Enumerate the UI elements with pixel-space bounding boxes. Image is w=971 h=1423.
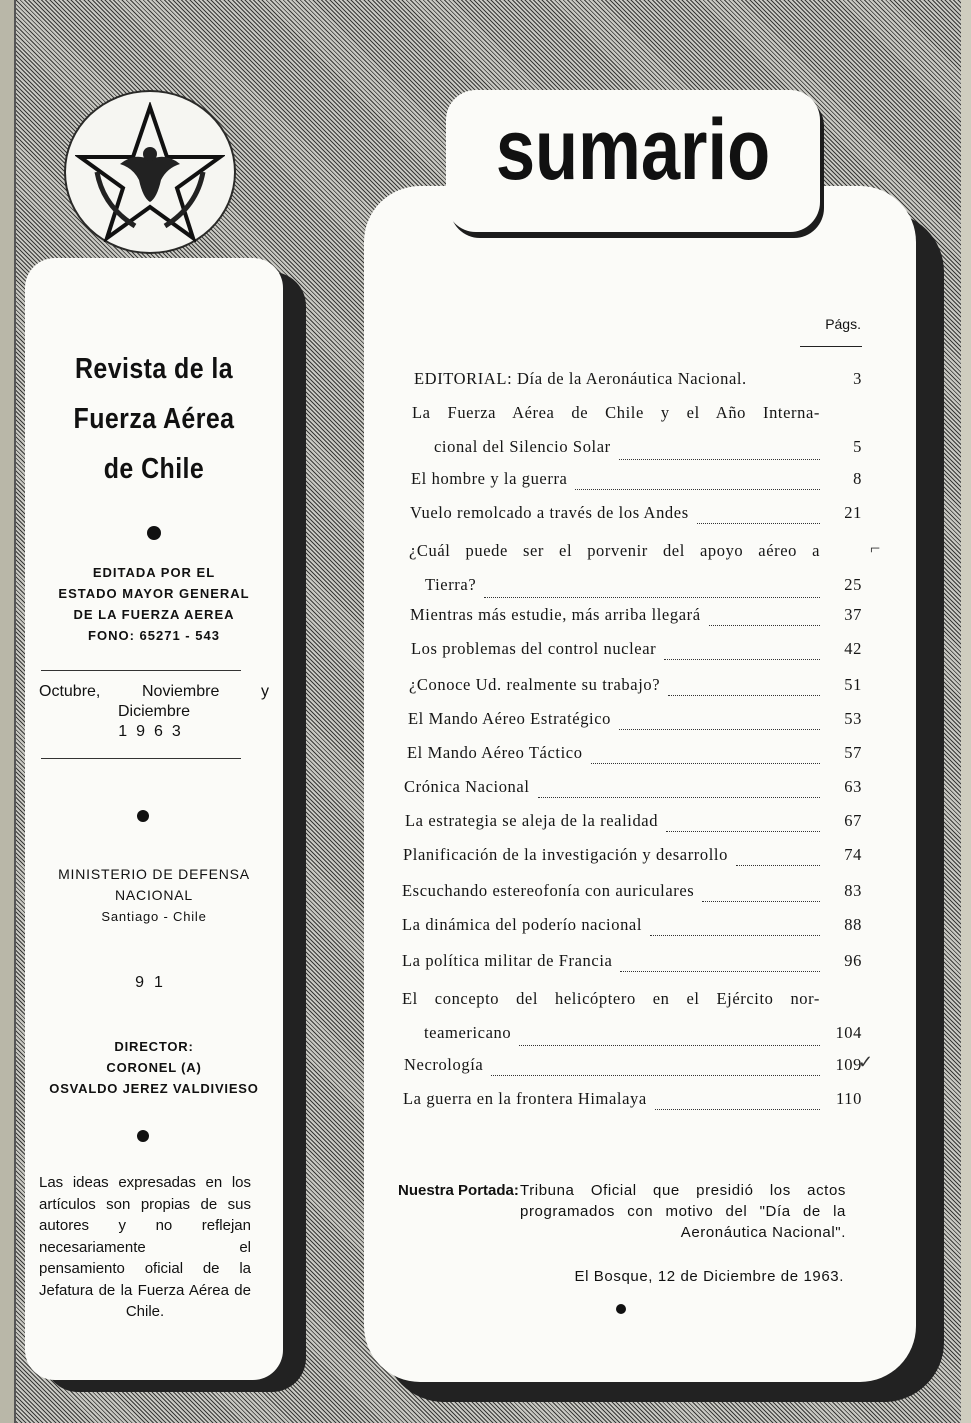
toc-entry — [403, 840, 862, 870]
toc-entry-page: 96 — [844, 951, 862, 970]
conjunction: y — [261, 683, 269, 700]
publisher-line: DE LA FUERZA AEREA — [73, 607, 235, 622]
leader-dots — [668, 695, 820, 696]
leader-dots — [666, 831, 820, 832]
toc-entry-title: EDITORIAL: Día de la Aeronáutica Nacional. — [414, 369, 747, 388]
leader-dots — [484, 597, 820, 598]
bullet-dot — [616, 1304, 626, 1314]
publisher-line: ESTADO MAYOR GENERAL — [58, 586, 250, 601]
month-december: Diciembre — [117, 703, 190, 720]
magazine-title — [43, 344, 265, 494]
toc-entry-page: 51 — [844, 675, 862, 694]
toc-entry-title: Crónica Nacional — [404, 777, 530, 796]
toc-entry-page: 21 — [844, 503, 862, 522]
toc-entry — [404, 772, 862, 802]
toc-entry-title: El Mando Aéreo Estratégico — [408, 709, 611, 728]
sumario-heading-box — [446, 90, 820, 232]
director-label: DIRECTOR: — [114, 1039, 194, 1054]
leader-dots — [736, 865, 820, 866]
issue-date — [25, 682, 283, 742]
title-line: de Chile — [103, 453, 205, 485]
pen-mark: ⌐ — [870, 538, 881, 558]
publisher-line: EDITADA POR EL — [92, 565, 216, 580]
director-rank: CORONEL (A) — [106, 1060, 202, 1075]
toc-entry-title: El Mando Aéreo Táctico — [407, 743, 583, 762]
leader-dots — [650, 935, 820, 936]
toc-entry-page: 25 — [844, 575, 862, 594]
toc-entry-page: 88 — [844, 915, 862, 934]
toc-entry-title: El hombre y la guerra — [411, 469, 568, 488]
masthead-panel — [25, 258, 283, 1380]
toc-entry-title: La estrategia se aleja de la realidad — [405, 811, 659, 830]
page-edge — [961, 0, 971, 1423]
toc-entry-title: La política militar de Francia — [402, 951, 613, 970]
leader-dots — [491, 1075, 820, 1076]
air-force-emblem-icon — [66, 92, 234, 252]
bullet-dot — [137, 810, 149, 822]
toc-entry — [412, 396, 862, 464]
toc-entry-title: ¿Conoce Ud. realmente su trabajo? — [409, 675, 661, 694]
toc-entry — [414, 364, 862, 394]
divider — [41, 758, 241, 759]
toc-entry — [409, 534, 862, 602]
toc-entry — [410, 498, 862, 528]
leader-dots — [591, 763, 820, 764]
toc-entry — [405, 806, 862, 836]
cover-note-place-date: El Bosque, 12 de Diciembre de 1963. — [574, 1268, 844, 1285]
issue-year: 1963 — [118, 723, 190, 740]
toc-entry-page: 57 — [844, 743, 862, 762]
leader-dots — [619, 729, 820, 730]
city-line: Santiago - Chile — [101, 909, 207, 924]
toc-entry — [402, 876, 862, 906]
bullet-dot — [147, 526, 161, 540]
toc-entry-page: 83 — [844, 881, 862, 900]
toc-entry-title: Escuchando estereofonía con auriculares — [402, 881, 695, 900]
leader-dots — [519, 1045, 820, 1046]
toc-entry — [410, 600, 862, 630]
toc-entry-page: 104 — [835, 1023, 862, 1042]
toc-entry-title: Mientras más estudie, más arriba llegará — [410, 605, 701, 624]
toc-entry-continuation: cional del Silencio Solar — [434, 437, 611, 456]
toc-entry-page: 74 — [844, 845, 862, 864]
ministry-info — [25, 864, 283, 927]
leader-dots — [620, 971, 820, 972]
toc-entry-page: 109 — [835, 1055, 862, 1074]
toc-entry-page: 5 — [853, 437, 862, 456]
toc-entry — [411, 634, 862, 664]
toc-entry-title: Necrología — [404, 1055, 484, 1074]
toc-entry — [411, 464, 862, 494]
issue-number: 91 — [135, 974, 173, 991]
toc-entry-title: La dinámica del poderío nacional — [402, 915, 643, 934]
cover-note-label: Nuestra Portada: — [398, 1182, 519, 1199]
leader-dots — [664, 659, 820, 660]
divider — [41, 670, 241, 671]
binding-edge — [0, 0, 16, 1423]
toc-entry-title: El concepto del helicóptero en el Ejército nor- — [402, 989, 820, 1008]
title-line: Revista de la — [74, 353, 234, 385]
toc-entry-page: 3 — [853, 369, 862, 388]
leader-dots — [655, 1109, 820, 1110]
month-october: Octubre, — [39, 683, 101, 700]
leader-dots — [697, 523, 820, 524]
director-info — [25, 1036, 283, 1099]
toc-entry-title: ¿Cuál puede ser el porvenir del apoyo aéreo a — [409, 541, 820, 560]
cover-note-text: Tribuna Oficial que presidió los actos programados con motivo del "Día de la Aeronáutica Nacional". — [520, 1182, 846, 1241]
toc-entry — [402, 946, 862, 976]
toc-entry-continuation: Tierra? — [425, 575, 477, 594]
sumario-heading: sumario — [495, 102, 771, 198]
toc-entry-page: 110 — [836, 1089, 862, 1108]
pages-label: Págs. — [825, 316, 861, 332]
toc-entry-page: 42 — [844, 639, 862, 658]
publisher-info — [25, 562, 283, 646]
toc-entry — [408, 704, 862, 734]
disclaimer-text: Las ideas expresadas en los artículos son propias de sus autores y no reflejan necesariamente el pensamiento oficial de la Jefatura de la Fuerza Aérea de Chile. — [39, 1174, 251, 1320]
toc-entry-page: 37 — [844, 605, 862, 624]
phone-line: FONO: 65271 - 543 — [88, 628, 220, 643]
toc-entry-page: 8 — [853, 469, 862, 488]
leader-dots — [575, 489, 820, 490]
pen-mark: ✓ — [858, 1052, 874, 1072]
toc-entry-title: Los problemas del control nuclear — [411, 639, 657, 658]
title-line: Fuerza Aérea — [73, 403, 235, 435]
toc-entry-page: 53 — [844, 709, 862, 728]
toc-entry-title: Vuelo remolcado a través de los Andes — [410, 503, 689, 522]
toc-entry — [404, 1050, 862, 1080]
bullet-dot — [137, 1130, 149, 1142]
toc-entry — [402, 982, 862, 1050]
toc-entry — [402, 910, 862, 940]
leader-dots — [702, 901, 820, 902]
director-name: OSVALDO JEREZ VALDIVIESO — [49, 1081, 259, 1096]
leader-dots — [538, 797, 820, 798]
toc-entry — [409, 670, 862, 700]
toc-entry — [403, 1084, 862, 1114]
toc-entry-title: La Fuerza Aérea de Chile y el Año Interna- — [412, 403, 820, 422]
toc-entry-page: 63 — [844, 777, 862, 796]
toc-entry-title: La guerra en la frontera Himalaya — [403, 1089, 647, 1108]
ministry-line: MINISTERIO DE DEFENSA — [58, 866, 250, 882]
leader-dots — [619, 459, 820, 460]
toc-entry — [407, 738, 862, 768]
pages-rule — [800, 346, 862, 347]
ministry-line: NACIONAL — [115, 887, 193, 903]
month-november: Noviembre — [142, 683, 220, 700]
toc-entry-title: Planificación de la investigación y desarrollo — [403, 845, 728, 864]
toc-entry-continuation: teamericano — [424, 1023, 512, 1042]
leader-dots — [709, 625, 820, 626]
toc-entry-page: 67 — [844, 811, 862, 830]
